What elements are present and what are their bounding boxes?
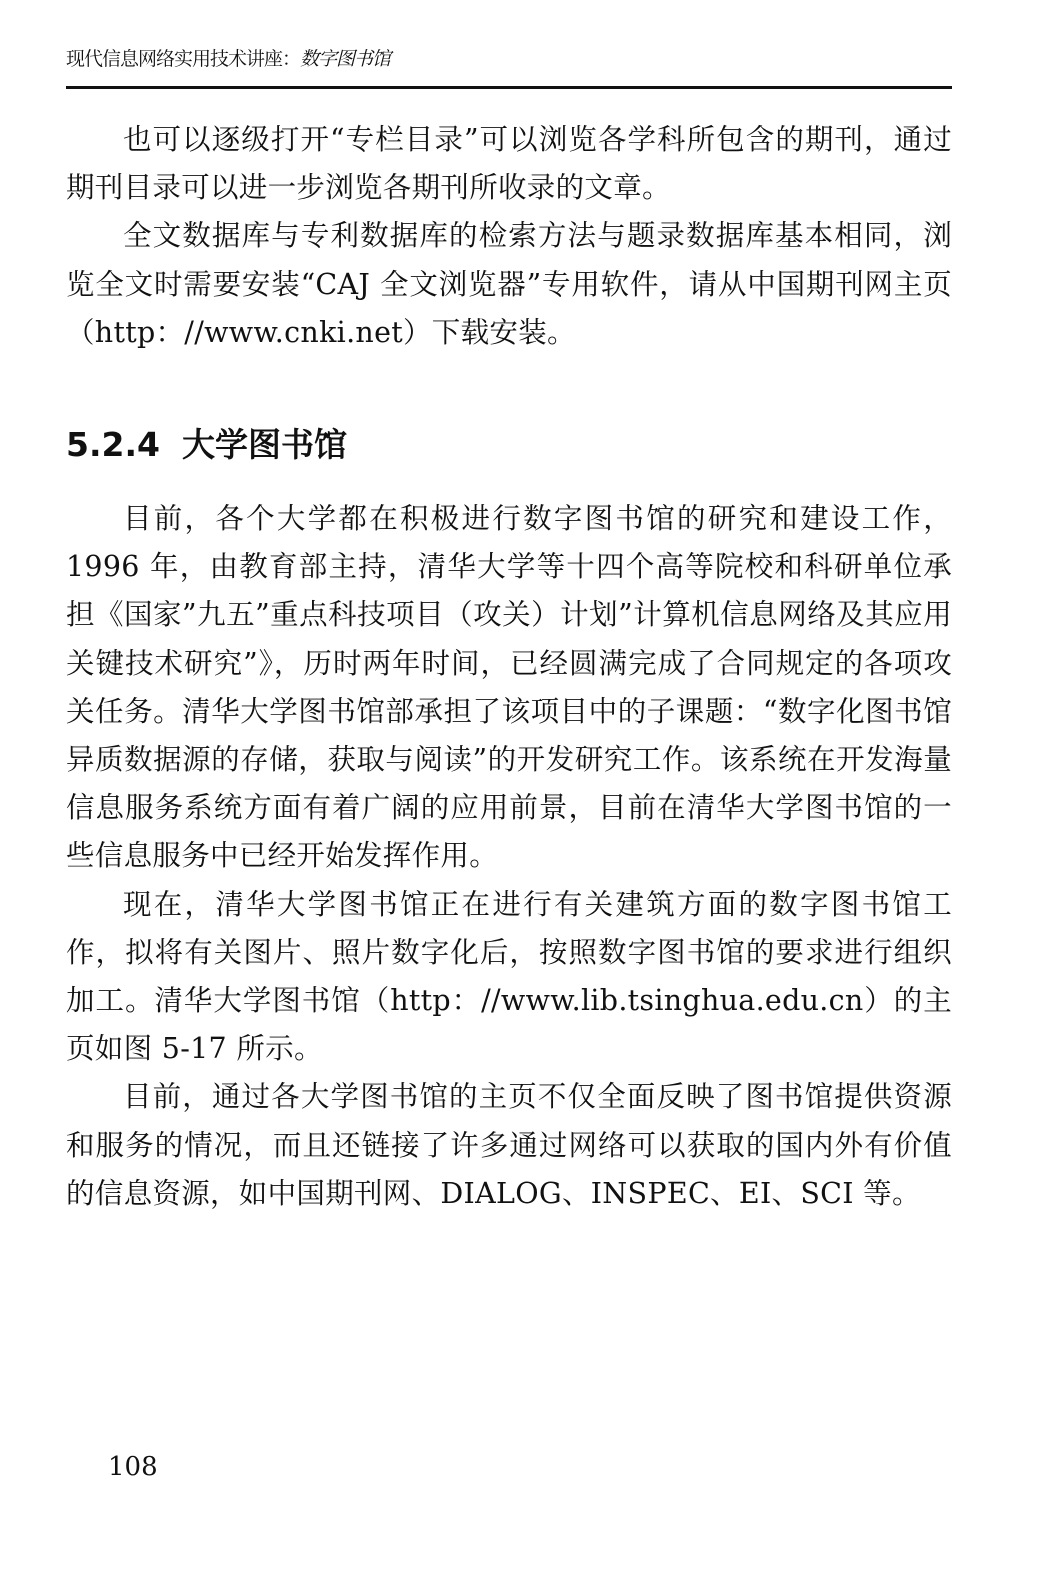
paragraph-fulltext-database: 全文数据库与专利数据库的检索方法与题录数据库基本相同，浏览全文时需要安装“CAJ 全文浏览器”专用软件，请从中国期刊网主页（http：//www.cnki.net）下载安装。 xyxy=(66,219,952,349)
running-header xyxy=(66,44,390,71)
paragraph-tsinghua-library: 现在，清华大学图书馆正在进行有关建筑方面的数字图书馆工作，拟将有关图片、照片数字化后，按照数字图书馆的要求进行组织加工。清华大学图书馆（http：//www.lib.tsinghua.edu.cn）的主页如图 5-17 所示。 xyxy=(66,887,952,1066)
section-title: 大学图书馆 xyxy=(181,425,347,465)
page-body xyxy=(66,116,952,1218)
paragraph-library-resources: 目前，通过各大学图书馆的主页不仅全面反映了图书馆提供资源和服务的情况，而且还链接了许多通过网络可以获取的国内外有价值的信息资源，如中国期刊网、DIALOG、INSPEC、EI、SCI 等。 xyxy=(66,1080,952,1210)
running-header-subtitle: 数字图书馆 xyxy=(300,48,391,70)
section-heading xyxy=(66,425,952,465)
header-rule xyxy=(66,86,952,89)
section-number: 5.2.4 xyxy=(66,425,160,465)
page-number: 108 xyxy=(108,1452,158,1482)
paragraph-university-research: 目前，各个大学都在积极进行数字图书馆的研究和建设工作，1996 年，由教育部主持，清华大学等十四个高等院校和科研单位承担《国家”九五”重点科技项目（攻关）计划”计算机信息网络及其应用关键技术研究”》，历时两年时间，已经圆满完成了合同规定的各项攻关任务。清华大学图书馆部承担了该项目中的子课题：“数字化图书馆异质数据源的存储，获取与阅读”的开发研究工作。该系统在开发海量信息服务系统方面有着广阔的应用前景，目前在清华大学图书馆的一些信息服务中已经开始发挥作用。 xyxy=(66,502,952,873)
running-header-title: 现代信息网络实用技术讲座： xyxy=(66,48,301,70)
paragraph-journal-catalog: 也可以逐级打开“专栏目录”可以浏览各学科所包含的期刊，通过期刊目录可以进一步浏览各期刊所收录的文章。 xyxy=(66,123,952,205)
